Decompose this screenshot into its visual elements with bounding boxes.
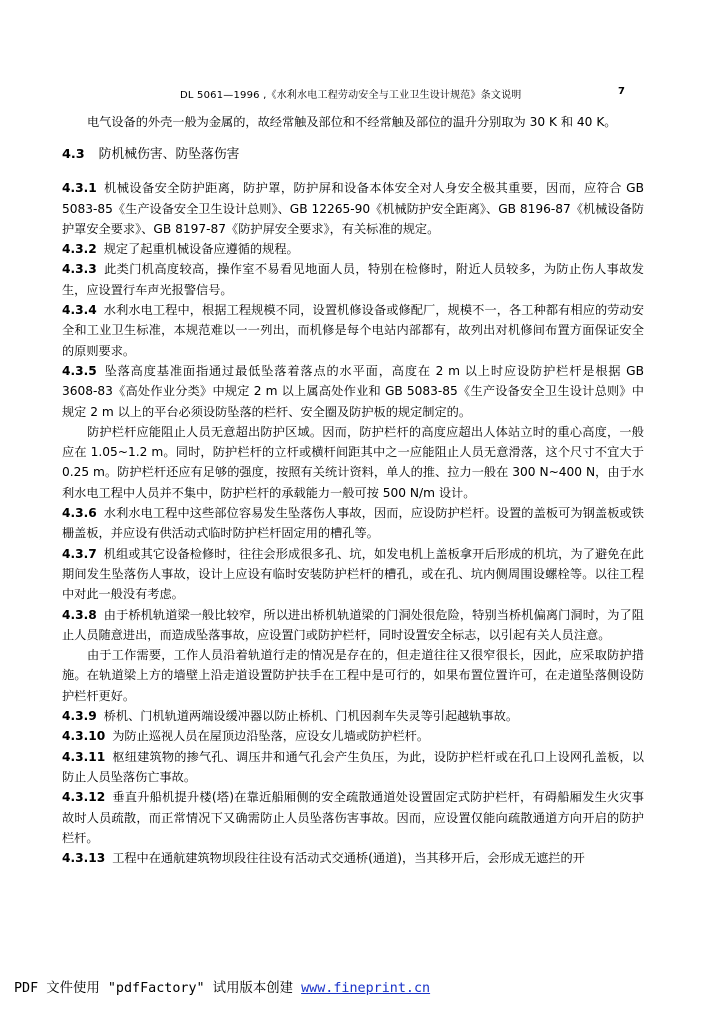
clause-number: 4.3.7 [62, 546, 97, 561]
intro-paragraph: 电气设备的外壳一般为金属的，故经常触及部位和不经常触及部位的温升分别取为 30 K 和 40 K。 [87, 115, 617, 129]
clause-text: 由于桥机轨道梁一般比较窄，所以进出桥机轨道梁的门洞处很危险，特别当桥机偏离门洞时，为了阻止人员随意进出，而造成坠落事故，应设置门或防护栏杆，同时设置安全标志，以引起有关人员注意。 [62, 607, 644, 642]
clause-text: 水利水电工程中，根据工程规模不同，设置机修设备或修配厂，规模不一，各工种都有相应的劳动安全和工业卫生标准，本规范难以一一列出，而机修是每个电站内部都有，故列出对机修间布置方面保证安全的原则要求。 [62, 303, 644, 358]
clause-text: 工程中在通航建筑物坝段往往设有活动式交通桥(通道)，当其移开后，会形成无遮拦的开 [112, 851, 585, 866]
header-title: DL 5061—1996 ,《水利水电工程劳动安全与工业卫生设计规范》条文说明 [180, 90, 522, 101]
clause-text: 此类门机高度较高，操作室不易看见地面人员，特别在检修时，附近人员较多，为防止伤人事故发生，应设置行车声光报警信号。 [62, 262, 644, 297]
clause-text: 由于工作需要，工作人员沿着轨道行走的情况是存在的，但走道往往又很窄很长，因此，应采取防护措施。在轨道梁上方的墙壁上沿走道设置防护扶手在工程中是可行的，如果布置位置许可，在走道坠落侧设防护栏杆更好。 [62, 648, 644, 703]
clause-number: 4.3.9 [62, 709, 97, 724]
clause-paragraph [62, 361, 644, 422]
page-number: 7 [618, 86, 625, 97]
clause-number: 4.3.2 [62, 242, 97, 257]
fineprint-link[interactable]: www.fineprint.cn [301, 981, 431, 996]
clause-paragraph [62, 787, 644, 848]
clause-text: 水利水电工程中这些部位容易发生坠落伤人事故，因而，应设防护栏杆。设置的盖板可为钢盖板或铁栅盖板，并应设有供活动式临时防护栏杆固定用的槽孔等。 [62, 506, 644, 541]
clause-paragraph [62, 605, 644, 646]
continuation-paragraph [62, 422, 644, 503]
clause-number: 4.3.12 [62, 790, 106, 805]
clause-paragraph [62, 726, 644, 746]
clause-text: 为防止巡视人员在屋顶边沿坠落，应设女儿墙或防护栏杆。 [112, 729, 430, 744]
clause-text: 枢纽建筑物的掺气孔、调压井和通气孔会产生负压，为此，设防护栏杆或在孔口上设网孔盖板，以防止人员坠落伤亡事故。 [62, 749, 644, 784]
clause-paragraph [62, 300, 644, 361]
section-title: 防机械伤害、防坠落伤害 [98, 147, 240, 163]
document-body [62, 112, 644, 868]
clause-number: 4.3.5 [62, 363, 97, 378]
clause-number: 4.3.1 [62, 181, 97, 196]
clause-text: 规定了起重机械设备应遵循的规程。 [103, 242, 299, 257]
clause-text: 垂直升船机提升楼(塔)在靠近船厢侧的安全疏散通道处设置固定式防护栏杆，有碍船厢发生火灾事故时人员疏散，而正常情况下又确需防止人员坠落伤害事故。因而，应设置仅能向疏散通道方向开启的防护栏杆。 [62, 790, 644, 845]
pdf-footer [14, 977, 430, 996]
continuation-paragraph [62, 645, 644, 706]
clause-paragraph [62, 259, 644, 300]
clause-paragraph [62, 848, 644, 868]
clause-number: 4.3.8 [62, 607, 97, 622]
clause-number: 4.3.4 [62, 303, 97, 318]
section-heading [62, 145, 644, 165]
clause-paragraph [62, 544, 644, 605]
clause-number: 4.3.13 [62, 851, 106, 866]
clause-paragraph [62, 239, 644, 259]
footer-text: PDF 文件使用 "pdfFactory" 试用版本创建 [14, 981, 302, 996]
clause-paragraph [62, 503, 644, 544]
clause-number: 4.3.10 [62, 729, 106, 744]
section-number: 4.3 [62, 147, 85, 163]
clause-number: 4.3.3 [62, 262, 97, 277]
clause-text: 防护栏杆应能阻止人员无意超出防护区域。因而，防护栏杆的高度应超出人体站立时的重心高度，一般应在 1.05~1.2 m。同时，防护栏杆的立杆或横杆间距其中之一应能阻止人员无意滑落，这个尺寸不宜大于 0.25 m。防护栏杆还应有足够的强度，按照有关统计资料，单人的推、拉力一般在 300 N~400 N，由于水利水电工程中人员并不集中，防护栏杆的承载能力一般可按 500 N/m 设计。 [62, 424, 644, 500]
clause-paragraph [62, 178, 644, 239]
clause-text: 机组或其它设备检修时，往往会形成很多孔、坑，如发电机上盖板拿开后形成的机坑，为了避免在此期间发生坠落伤人事故，设计上应设有临时安装防护栏杆的槽孔，或在孔、坑内侧周围设螺栓等。以往工程中对此一般没有考虑。 [62, 546, 644, 602]
clause-text: 桥机、门机轨道两端设缓冲器以防止桥机、门机因刹车失灵等引起越轨事故。 [103, 709, 519, 724]
page-header [0, 86, 717, 100]
clause-text: 机械设备安全防护距离，防护罩，防护屏和设备本体安全对人身安全极其重要，因而，应符合 GB 5083-85《生产设备安全卫生设计总则》、GB 12265-90《机械防护安全距离》、GB 8196-87《机械设备防护罩安全要求》、GB 8197-87《防护屏安全要求》，有关标准的规定。 [62, 181, 644, 236]
clause-text: 坠落高度基准面指通过最低坠落着落点的水平面，高度在 2 m 以上时应设防护栏杆是根据 GB 3608-83《高处作业分类》中规定 2 m 以上属高处作业和 GB 5083-85《生产设备安全卫生设计总则》中规定 2 m 以上的平台必须设防坠落的栏杆、安全圈及防护板的规定制定的。 [62, 363, 644, 419]
clause-paragraph [62, 706, 644, 726]
clause-number: 4.3.11 [62, 749, 106, 764]
clause-number: 4.3.6 [62, 506, 97, 521]
clause-paragraph [62, 747, 644, 788]
